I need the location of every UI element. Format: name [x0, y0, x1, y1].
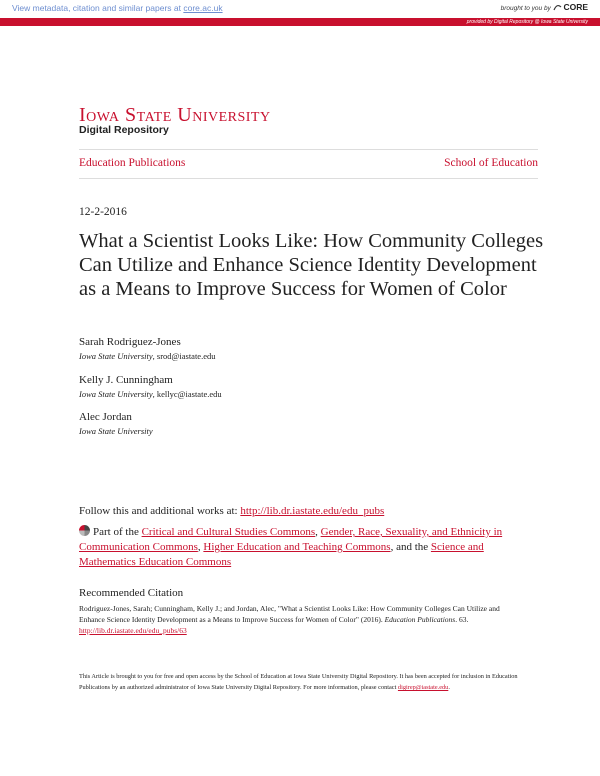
provided-by-bar: provided by Digital Repository @ Iowa State University	[0, 18, 600, 26]
core-logo[interactable]: CORE	[563, 2, 588, 12]
part-of-commons: Part of the Critical and Cultural Studies Commons, Gender, Race, Sexuality, and Ethnicity in Communication Commons, Higher Education and Teaching Commons, and the Science and Mathematics Education Commons	[79, 526, 503, 568]
follow-line: Follow this and additional works at: http://lib.dr.iastate.edu/edu_pubs	[79, 505, 385, 517]
commons-link[interactable]: Higher Education and Teaching Commons	[203, 541, 391, 553]
author-name: Kelly J. Cunningham	[79, 374, 173, 386]
follow-url-link[interactable]: http://lib.dr.iastate.edu/edu_pubs	[240, 505, 385, 517]
author-affiliation: Iowa State University, kellyc@iastate.edu	[79, 389, 222, 399]
author-email: , srod@iastate.edu	[152, 351, 216, 361]
nav-bottom-divider	[79, 178, 538, 179]
core-link[interactable]: core.ac.uk	[183, 3, 223, 13]
commons-link[interactable]: Science and Mathematics Education Commons	[79, 541, 484, 568]
school-of-education-link[interactable]: School of Education	[444, 157, 538, 169]
core-brought-by: brought to you by CORE	[500, 2, 588, 12]
citation-url-link[interactable]: http://lib.dr.iastate.edu/edu_pubs/63	[79, 626, 187, 635]
contact-email-link[interactable]: digirep@iastate.edu	[397, 684, 449, 691]
article-title: What a Scientist Looks Like: How Community Colleges Can Utilize and Enhance Science Identity Development as a Means to Improve Success for Women of Color	[79, 230, 544, 300]
nav-top-divider	[79, 149, 538, 150]
author-email: , kellyc@iastate.edu	[152, 389, 222, 399]
author-affiliation: Iowa State University, srod@iastate.edu	[79, 351, 216, 361]
university-name: Iowa State University	[79, 104, 271, 126]
author-name: Sarah Rodriguez-Jones	[79, 336, 181, 348]
commons-link[interactable]: Critical and Cultural Studies Commons	[141, 526, 316, 538]
network-icon	[79, 525, 90, 536]
core-metadata-text: View metadata, citation and similar papers at core.ac.uk	[12, 3, 223, 13]
core-banner	[0, 0, 600, 19]
author-name: Alec Jordan	[79, 411, 132, 423]
commons-link[interactable]: Gender, Race, Sexuality, and Ethnicity in Communication Commons	[79, 526, 503, 553]
publication-date: 12-2-2016	[79, 206, 127, 218]
education-publications-link[interactable]: Education Publications	[79, 157, 186, 169]
recommended-citation-heading: Recommended Citation	[79, 587, 184, 599]
author-affiliation: Iowa State University	[79, 426, 153, 436]
core-logo-icon	[553, 3, 562, 11]
recommended-citation-text: Rodriguez-Jones, Sarah; Cunningham, Kelly J.; and Jordan, Alec, "What a Scientist Looks Like: How Community Colleges Can Utilize and Enhance Science Identity Development as a Means to Improve Success for Women of Color" (2016). Education Publications. 63. http://lib.dr.iastate.edu/edu_pubs/63	[79, 604, 500, 635]
access-notice: This Article is brought to you for free and open access by the School of Education at Iowa State University Digital Repository. It has been accepted for inclusion in Education Publications by an authorized administrator of Iowa State University Digital Repository. For more information, please contact digirep@iastate.edu.	[79, 673, 518, 691]
repository-subtitle: Digital Repository	[79, 124, 169, 136]
